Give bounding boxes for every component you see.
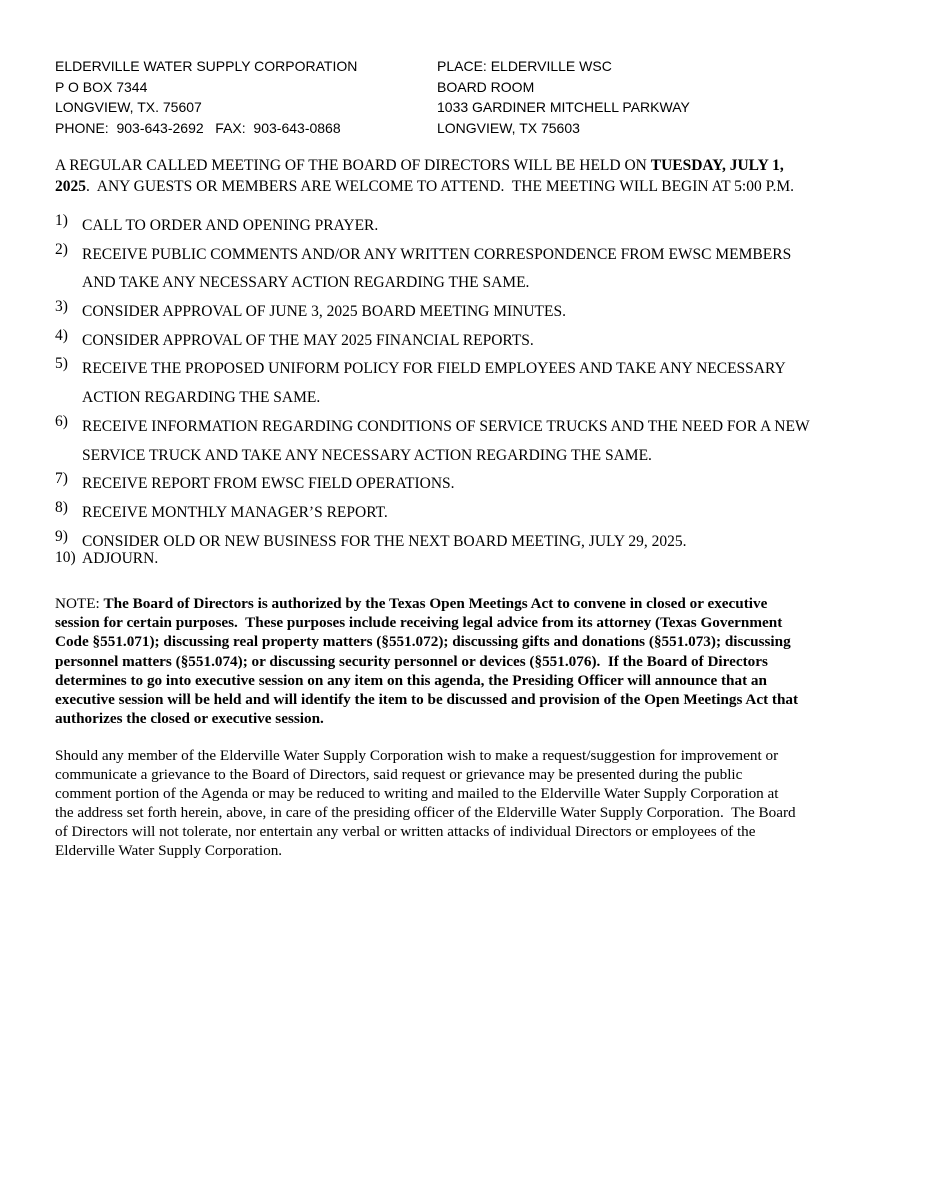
organization-po-box: P O BOX 7344 xyxy=(55,78,148,95)
note-text: The Board of Directors is authorized by the Texas Open Meetings Act to convene in closed or executive xyxy=(103,595,768,612)
agenda-item-text: ACTION REGARDING THE SAME. xyxy=(82,389,321,407)
agenda-item-text: ADJOURN. xyxy=(82,549,159,567)
agenda-item-number: 1) xyxy=(55,212,68,229)
meeting-announcement xyxy=(55,155,875,197)
agenda-item-number: 4) xyxy=(55,326,68,344)
paragraph-line: Elderville Water Supply Corporation. xyxy=(55,842,283,860)
place-room: BOARD ROOM xyxy=(437,78,535,95)
note-text: personnel matters (§551.074); or discussing security personnel or devices (§551.076). If the Board of Directors xyxy=(55,652,768,670)
agenda-item-text: CALL TO ORDER AND OPENING PRAYER. xyxy=(82,217,379,234)
place-label: PLACE: ELDERVILLE WSC xyxy=(437,58,612,74)
agenda-item xyxy=(55,528,885,549)
agenda-item-text: AND TAKE ANY NECESSARY ACTION REGARDING THE SAME. xyxy=(82,274,530,292)
organization-name: ELDERVILLE WATER SUPPLY CORPORATION xyxy=(55,58,358,74)
place-street: 1033 GARDINER MITCHELL PARKWAY xyxy=(437,99,690,115)
meeting-date-part2: 2025 xyxy=(55,178,86,195)
place-city: LONGVIEW, TX 75603 xyxy=(437,119,580,136)
agenda-item-text: RECEIVE PUBLIC COMMENTS AND/OR ANY WRITTEN CORRESPONDENCE FROM EWSC MEMBERS xyxy=(82,245,792,263)
meeting-place-block xyxy=(437,56,690,138)
note-text: Code §551.071); discussing real property matters (§551.072); discussing gifts and donations (§551.073); discussing xyxy=(55,633,791,651)
note-line xyxy=(55,632,885,651)
agenda-item-text: SERVICE TRUCK AND TAKE ANY NECESSARY ACTION REGARDING THE SAME. xyxy=(82,446,652,464)
note-text: determines to go into executive session on any item on this agenda, the Presiding Officer will announce that an xyxy=(55,671,767,689)
note-line xyxy=(55,709,885,728)
agenda-item xyxy=(55,413,885,470)
note-line xyxy=(55,652,885,671)
agenda-item xyxy=(55,549,885,570)
agenda-item-number: 3) xyxy=(55,298,68,316)
agenda-item-text: CONSIDER OLD OR NEW BUSINESS FOR THE NEXT BOARD MEETING, JULY 29, 2025. xyxy=(82,532,687,550)
note-text: authorizes the closed or executive session. xyxy=(55,710,324,728)
agenda-item xyxy=(55,470,885,499)
agenda-item-text: RECEIVE REPORT FROM EWSC FIELD OPERATIONS. xyxy=(82,475,455,493)
executive-session-note xyxy=(55,594,885,728)
note-line xyxy=(55,690,885,709)
announcement-rest: . ANY GUESTS OR MEMBERS ARE WELCOME TO ATTEND. THE MEETING WILL BEGIN AT 5:00 P.M. xyxy=(86,178,795,195)
note-text: session for certain purposes. These purposes include receiving legal advice from its attorney (Texas Government xyxy=(55,614,783,632)
agenda-item-text: CONSIDER APPROVAL OF THE MAY 2025 FINANCIAL REPORTS. xyxy=(82,331,534,349)
note-line xyxy=(55,671,885,690)
paragraph-line: comment portion of the Agenda or may be reduced to writing and mailed to the Elderville Water Supply Corporation at xyxy=(55,785,779,803)
agenda-item-number: 9) xyxy=(55,527,68,545)
note-label: NOTE: xyxy=(55,595,104,612)
agenda-item-number: 8) xyxy=(55,498,68,516)
agenda-item-text: CONSIDER APPROVAL OF JUNE 3, 2025 BOARD MEETING MINUTES. xyxy=(82,303,566,321)
paragraph-line: Should any member of the Elderville Water Supply Corporation wish to make a request/suggestion for improvement or xyxy=(55,747,779,764)
agenda-item xyxy=(55,327,885,356)
agenda-item-text: RECEIVE THE PROPOSED UNIFORM POLICY FOR FIELD EMPLOYEES AND TAKE ANY NECESSARY xyxy=(82,360,786,378)
agenda-item-number: 5) xyxy=(55,355,68,373)
agenda-item xyxy=(55,355,885,412)
meeting-date-part1: TUESDAY, JULY 1, xyxy=(650,157,784,174)
note-line xyxy=(55,594,885,613)
agenda-list xyxy=(55,212,885,570)
organization-address-block xyxy=(55,56,357,138)
agenda-item-text: RECEIVE MONTHLY MANAGER’S REPORT. xyxy=(82,503,388,521)
grievance-paragraph xyxy=(55,746,885,861)
agenda-item-number: 2) xyxy=(55,240,68,258)
paragraph-line: communicate a grievance to the Board of Directors, said request or grievance may be presented during the public xyxy=(55,766,743,784)
note-text: executive session will be held and will identify the item to be discussed and provision of the Open Meetings Act that xyxy=(55,691,799,709)
agenda-item xyxy=(55,298,885,327)
organization-contact: PHONE: 903-643-2692 FAX: 903-643-0868 xyxy=(55,119,341,136)
agenda-item-number: 7) xyxy=(55,470,68,488)
agenda-item xyxy=(55,241,885,298)
paragraph-line: of Directors will not tolerate, nor entertain any verbal or written attacks of individual Directors or employees of the xyxy=(55,823,756,841)
agenda-item xyxy=(55,212,885,241)
agenda-item-number: 10) xyxy=(55,548,76,566)
agenda-item-number: 6) xyxy=(55,412,68,430)
organization-city: LONGVIEW, TX. 75607 xyxy=(55,99,202,115)
paragraph-line: the address set forth herein, above, in care of the presiding officer of the Elderville Water Supply Corporation. The Board xyxy=(55,804,796,822)
agenda-item xyxy=(55,499,885,528)
announcement-lead: A REGULAR CALLED MEETING OF THE BOARD OF DIRECTORS WILL BE HELD ON xyxy=(55,157,651,174)
note-line xyxy=(55,613,885,632)
agenda-item-text: RECEIVE INFORMATION REGARDING CONDITIONS OF SERVICE TRUCKS AND THE NEED FOR A NEW xyxy=(82,417,810,435)
